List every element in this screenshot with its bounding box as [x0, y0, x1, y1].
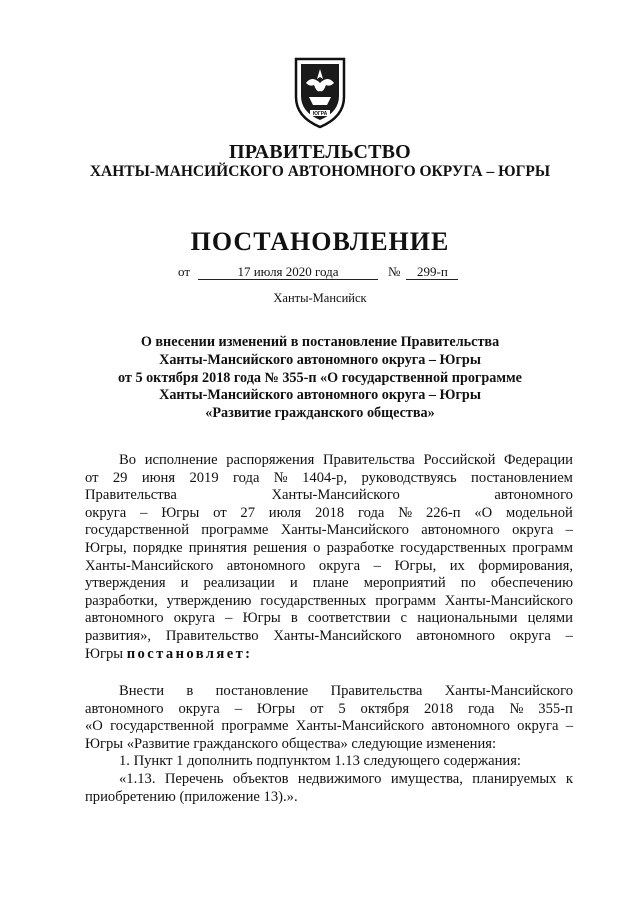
- paragraph-amendment: [85, 683, 573, 806]
- document-number: 299-п: [406, 265, 458, 280]
- text-line: государственной программе Ханты-Мансийского автономного округа –: [85, 522, 573, 539]
- title-line: Ханты-Мансийского автономного округа – Югры: [159, 351, 481, 368]
- title-line: О внесении изменений в постановление Правительства: [140, 334, 500, 350]
- text-line: Ханты-Мансийского автономного округа – Югры, их формирования,: [85, 557, 573, 574]
- text-line: автономного округа – Югры от 5 октября 2018 года № 355-п: [85, 700, 573, 717]
- paragraph-preamble: [85, 452, 573, 663]
- text-line: от 29 июня 2019 года № 1404-р, руководствуясь постановлением: [85, 469, 573, 486]
- text-line-final: [85, 646, 573, 664]
- emblem-caption: ЮГРА: [312, 111, 328, 117]
- quote-line: приобретению (приложение 13).».: [85, 788, 298, 805]
- title-line: «Развитие гражданского общества»: [205, 405, 435, 422]
- org-name-line2: ХАНТЫ-МАНСИЙСКОГО АВТОНОМНОГО ОКРУГА – ЮГРЫ: [89, 163, 551, 180]
- decree-word: постановляет:: [126, 645, 253, 662]
- final-prefix: Югры: [85, 645, 124, 662]
- date-number-line: [178, 264, 458, 280]
- text-line: разработки, утверждению государственных программ Ханты-Мансийского: [85, 592, 573, 609]
- text-line: Югры «Развитие гражданского общества» следующие изменения:: [85, 735, 497, 752]
- title-line: от 5 октября 2018 года № 355-п «О государственной программе: [118, 369, 522, 386]
- document-title: [0, 334, 640, 423]
- text-line: «О государственной программе Ханты-Мансийского автономного округа –: [85, 718, 573, 735]
- document-date: 17 июля 2020 года: [198, 265, 378, 280]
- number-prefix: №: [388, 264, 401, 279]
- text-line: Во исполнение распоряжения Правительства Российской Федерации: [119, 452, 573, 468]
- org-name-line1: ПРАВИТЕЛЬСТВО: [229, 141, 411, 163]
- text-line: автономного округа – Югры в соответствии с национальными целями: [85, 610, 573, 627]
- title-line: Ханты-Мансийского автономного округа – Югры: [159, 387, 481, 404]
- document-type: ПОСТАНОВЛЕНИЕ: [190, 227, 450, 256]
- city: Ханты-Мансийск: [273, 291, 367, 305]
- text-line: развития», Правительство Ханты-Мансийского автономного округа –: [85, 627, 573, 644]
- date-prefix: от: [178, 264, 191, 279]
- item-1: 1. Пункт 1 дополнить подпунктом 1.13 следующего содержания:: [119, 753, 521, 770]
- text-line: утверждения и реализации и плане мероприятий по обеспечению: [85, 575, 573, 592]
- text-line: Внести в постановление Правительства Ханты-Мансийского: [119, 683, 573, 699]
- text-line: округа – Югры от 27 июля 2018 года № 226-п «О модельной: [85, 504, 573, 521]
- text-line: Правительства Ханты-Мансийского автономного: [85, 487, 573, 504]
- quote-line: «1.13. Перечень объектов недвижимого имущества, планируемых к: [119, 770, 573, 787]
- text-line: Югры, порядке принятия решения о разработке государственных программ: [85, 539, 573, 556]
- coat-of-arms-icon: [292, 53, 348, 129]
